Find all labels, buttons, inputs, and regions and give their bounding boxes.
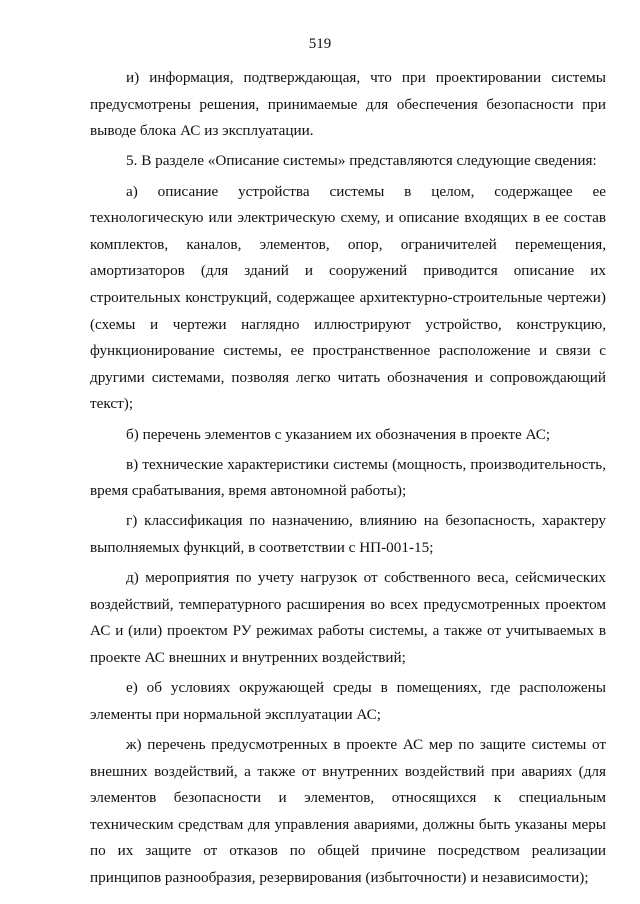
paragraph-item-i-information: и) информация, подтверждающая, что при проектировании системы предусмотрены решения, принимаемые для обеспечения безопасности при выводе блока АС из эксплуатации. bbox=[90, 69, 606, 140]
paragraph-item-a-system-description: а) описание устройства системы в целом, содержащее ее технологическую или электрическую схему, и описание входящих в ее состав комплектов, каналов, элементов, опор, ограничителей перемещения, амортизаторов (для зданий и сооружений приводится описание их строительных конструкций, содержащее архитектурно-строительные чертежи) (схемы и чертежи наглядно иллюстрируют устройство, конструкцию, функционирование системы, ее пространственное расположение и связи с другими системами, позволяя легко читать обозначения и сопровождающий текст); bbox=[90, 182, 606, 413]
paragraph-section-5-intro: 5. В разделе «Описание системы» представляются следующие сведения: bbox=[126, 152, 597, 170]
paragraph-item-g-classification: г) классификация по назначению, влиянию на безопасность, характеру выполняемых функций, в соответствии с НП-001-15; bbox=[90, 512, 606, 557]
page-number: 519 bbox=[308, 36, 332, 52]
document-body bbox=[90, 65, 606, 895]
paragraph-item-e-environment-conditions: е) об условиях окружающей среды в помещениях, где расположены элементы при нормальной эксплуатации АС; bbox=[90, 679, 606, 723]
paragraph-item-zh-protection-measures: ж) перечень предусмотренных в проекте АС мер по защите системы от внешних воздействий, а также от внутренних воздействий при авариях (для элементов безопасности и элементов, относящихся к специальным техническим средствам для управления авариями, должны быть указаны меры по их защите от отказов по общей причине посредством реализации принципов разнообразия, резервирования (избыточности) и независимости); bbox=[90, 736, 606, 886]
paragraph-item-d-load-measures: д) мероприятия по учету нагрузок от собственного веса, сейсмических воздействий, температурного расширения во всех предусмотренных проектом АС и (или) проектом РУ режимах работы системы, а также от учитываемых в проекте АС внешних и внутренних воздействий; bbox=[90, 569, 606, 667]
paragraph-item-b-element-list: б) перечень элементов с указанием их обозначения в проекте АС; bbox=[126, 425, 551, 443]
paragraph-item-v-technical-characteristics: в) технические характеристики системы (мощность, производительность, время срабатывания, время автономной работы); bbox=[90, 455, 606, 500]
